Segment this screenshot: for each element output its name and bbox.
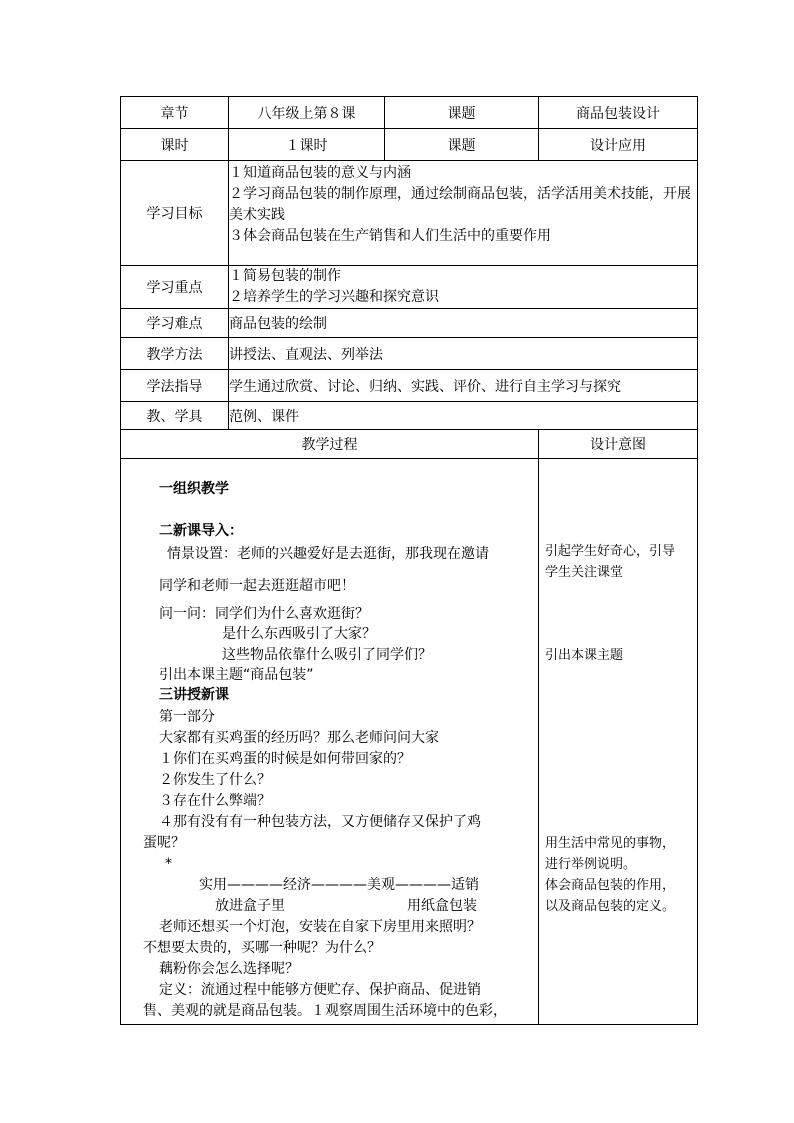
intent-line: 体会商品包装的作用， [545,878,676,893]
goals-label: 学习目标 [121,161,229,266]
topic-value-2: 设计应用 [539,129,698,161]
process-line: ２你发生了什么？ [159,772,271,788]
focus-row [121,266,698,309]
intent-line: 进行举例说明。 [545,857,637,872]
process-line: 同学和老师一起去逛逛超市吧！ [159,578,355,594]
intent-content [539,459,698,1025]
focus-label: 学习重点 [121,266,229,309]
intent-header: 设计意图 [539,430,698,459]
goals-content [229,161,698,266]
process-line: 蛋呢？ [143,835,185,851]
topic-value: 商品包装设计 [539,97,698,129]
goal-item: ２学习商品包装的制作原理，通过绘制商品包装，活学活用美术技能，开展美术实践 [229,186,691,223]
goal-item: ３体会商品包装在生产销售和人们生活中的重要作用 [229,228,551,244]
process-line: ４那有没有有一种包装方法，又方便储存又保护了鸡 [159,814,481,830]
process-row [121,459,698,1025]
guidance-value: 学生通过欣赏、讨论、归纳、实践、评价、进行自主学习与探究 [229,370,698,402]
difficulty-label: 学习难点 [121,309,229,338]
focus-item: １简易包装的制作 [229,268,341,284]
period-value: １课时 [229,129,385,161]
process-line: 放进盒子里 [215,898,285,914]
methods-value: 讲授法、直观法、列举法 [229,338,698,370]
intent-line: 用生活中常见的事物， [545,836,676,851]
topic-label-2: 课题 [385,129,539,161]
topic-label: 课题 [385,97,539,129]
process-line: 大家都有买鸡蛋的经历吗？那么老师问问大家 [159,730,439,746]
process-line: 第一部分 [159,709,215,725]
process-line: 一组织教学 [159,481,229,497]
lesson-plan-table [120,96,698,1025]
process-line: 不想要太贵的，买哪一种呢？为什么？ [143,940,381,956]
guidance-row [121,370,698,402]
intent-line: 引出本课主题 [545,648,624,663]
period-label: 课时 [121,129,229,161]
process-line: 藕粉你会怎么选择呢？ [159,961,299,977]
tools-label: 教、学具 [121,402,229,430]
process-line: １你们在买鸡蛋的时候是如何带回家的？ [159,751,411,767]
goal-item: １知道商品包装的意义与内涵 [229,165,411,181]
process-line: 这些物品依靠什么吸引了同学们？ [222,647,432,663]
process-line: 二新课导入： [159,523,243,539]
difficulty-value: 商品包装的绘制 [229,309,698,338]
process-line: ３存在什么弊端？ [159,793,271,809]
focus-content [229,266,698,309]
methods-row [121,338,698,370]
process-line: 是什么东西吸引了大家？ [222,626,376,642]
process-line: 三讲授新课 [159,687,229,703]
process-content [121,459,539,1025]
process-header-row [121,430,698,459]
process-line: 实用————经济————美观————适销 [199,877,479,893]
chapter-row [121,97,698,129]
period-row [121,129,698,161]
process-line: 用纸盒包装 [407,898,477,914]
intent-line: 以及商品包装的定义。 [545,899,676,914]
methods-label: 教学方法 [121,338,229,370]
process-line: 老师还想买一个灯泡，安装在自家下房里用来照明？ [159,919,481,935]
process-line: 问一问：同学们为什么喜欢逛街？ [159,606,369,622]
process-header: 教学过程 [121,430,539,459]
process-line: 引出本课主题“商品包装” [159,667,314,683]
process-line: 情景设置：老师的兴趣爱好是去逛街，那我现在邀请 [167,546,489,562]
process-line: * [165,856,172,872]
chapter-value: 八年级上第８课 [229,97,385,129]
process-line: 售、美观的就是商品包装。１观察周围生活环境中的色彩， [143,1003,507,1019]
difficulty-row [121,309,698,338]
process-line: 定义：流通过程中能够方便贮存、保护商品、促进销 [159,982,481,998]
chapter-label: 章节 [121,97,229,129]
goals-row [121,161,698,266]
tools-row [121,402,698,430]
intent-line: 学生关注课堂 [545,565,624,580]
intent-line: 引起学生好奇心，引导 [545,544,676,559]
tools-value: 范例、课件 [229,402,698,430]
guidance-label: 学法指导 [121,370,229,402]
focus-item: ２培养学生的学习兴趣和探究意识 [229,289,439,305]
